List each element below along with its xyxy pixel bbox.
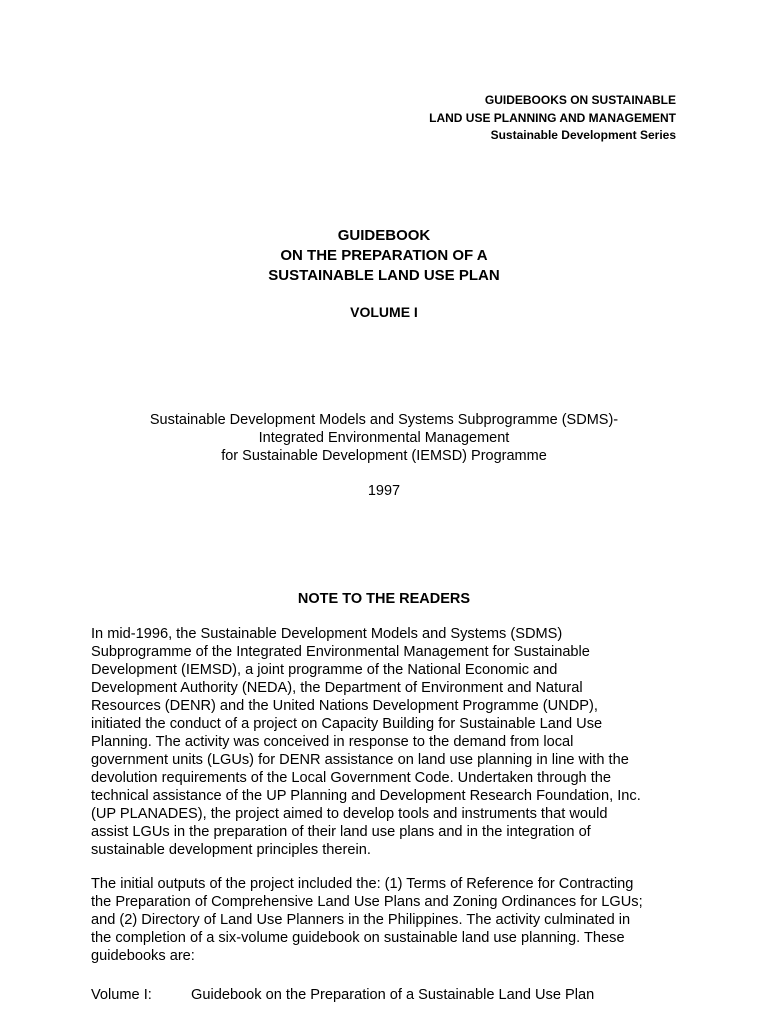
volume-label: VOLUME I (350, 304, 418, 320)
paragraph-line: technical assistance of the UP Planning and Development Research Foundation, Inc. (91, 788, 641, 804)
series-header (429, 92, 676, 145)
title-line-1: GUIDEBOOK (337, 227, 431, 244)
paragraph-line: Subprogramme of the Integrated Environmental Management for Sustainable (91, 644, 590, 660)
document-title (0, 226, 768, 286)
paragraph-line: The initial outputs of the project included the: (1) Terms of Reference for Contracting (91, 876, 634, 892)
paragraph-line: devolution requirements of the Local Government Code. Undertaken through the (91, 770, 612, 786)
paragraph-2 (91, 875, 691, 965)
publication-year: 1997 (367, 483, 401, 499)
program-line-3: for Sustainable Development (IEMSD) Programme (221, 448, 547, 465)
volume-list-item (91, 987, 594, 1003)
series-header-line-2: LAND USE PLANNING AND MANAGEMENT (429, 110, 676, 125)
paragraph-line: the completion of a six-volume guidebook on sustainable land use planning. These (91, 930, 625, 946)
paragraph-line: guidebooks are: (91, 948, 195, 964)
paragraph-line: and (2) Directory of Land Use Planners in the Philippines. The activity culminated in (91, 912, 631, 928)
paragraph-line: government units (LGUs) for DENR assistance on land use planning in line with the (91, 752, 629, 768)
volume-list-label: Volume I: (91, 987, 152, 1003)
paragraph-1 (91, 625, 691, 859)
paragraph-line: (UP PLANADES), the project aimed to develop tools and instruments that would (91, 806, 608, 822)
paragraph-line: Planning. The activity was conceived in response to the demand from local (91, 734, 574, 750)
program-line-1: Sustainable Development Models and Systems Subprogramme (SDMS)- (149, 412, 619, 428)
section-heading: NOTE TO THE READERS (297, 591, 471, 607)
program-description (0, 411, 768, 466)
paragraph-line: the Preparation of Comprehensive Land Use Plans and Zoning Ordinances for LGUs; (91, 894, 643, 910)
volume-list (91, 987, 594, 1003)
volume-list-title: Guidebook on the Preparation of a Sustainable Land Use Plan (191, 987, 595, 1003)
title-line-2: ON THE PREPARATION OF A (280, 247, 488, 264)
title-line-3: SUSTAINABLE LAND USE PLAN (268, 267, 500, 284)
paragraph-line: Development Authority (NEDA), the Department of Environment and Natural (91, 680, 583, 696)
paragraph-line: sustainable development principles therein. (91, 842, 371, 858)
paragraph-line: Resources (DENR) and the United Nations Development Programme (UNDP), (91, 698, 598, 714)
paragraph-line: In mid-1996, the Sustainable Development Models and Systems (SDMS) (91, 626, 563, 642)
paragraph-line: Development (IEMSD), a joint programme of the National Economic and (91, 662, 558, 678)
series-header-line-3: Sustainable Development Series (490, 128, 676, 142)
series-header-line-1: GUIDEBOOKS ON SUSTAINABLE (484, 93, 676, 107)
program-line-2: Integrated Environmental Management (258, 430, 510, 447)
paragraph-line: assist LGUs in the preparation of their land use plans and in the integration of (91, 824, 591, 840)
paragraph-line: initiated the conduct of a project on Capacity Building for Sustainable Land Use (91, 716, 603, 732)
